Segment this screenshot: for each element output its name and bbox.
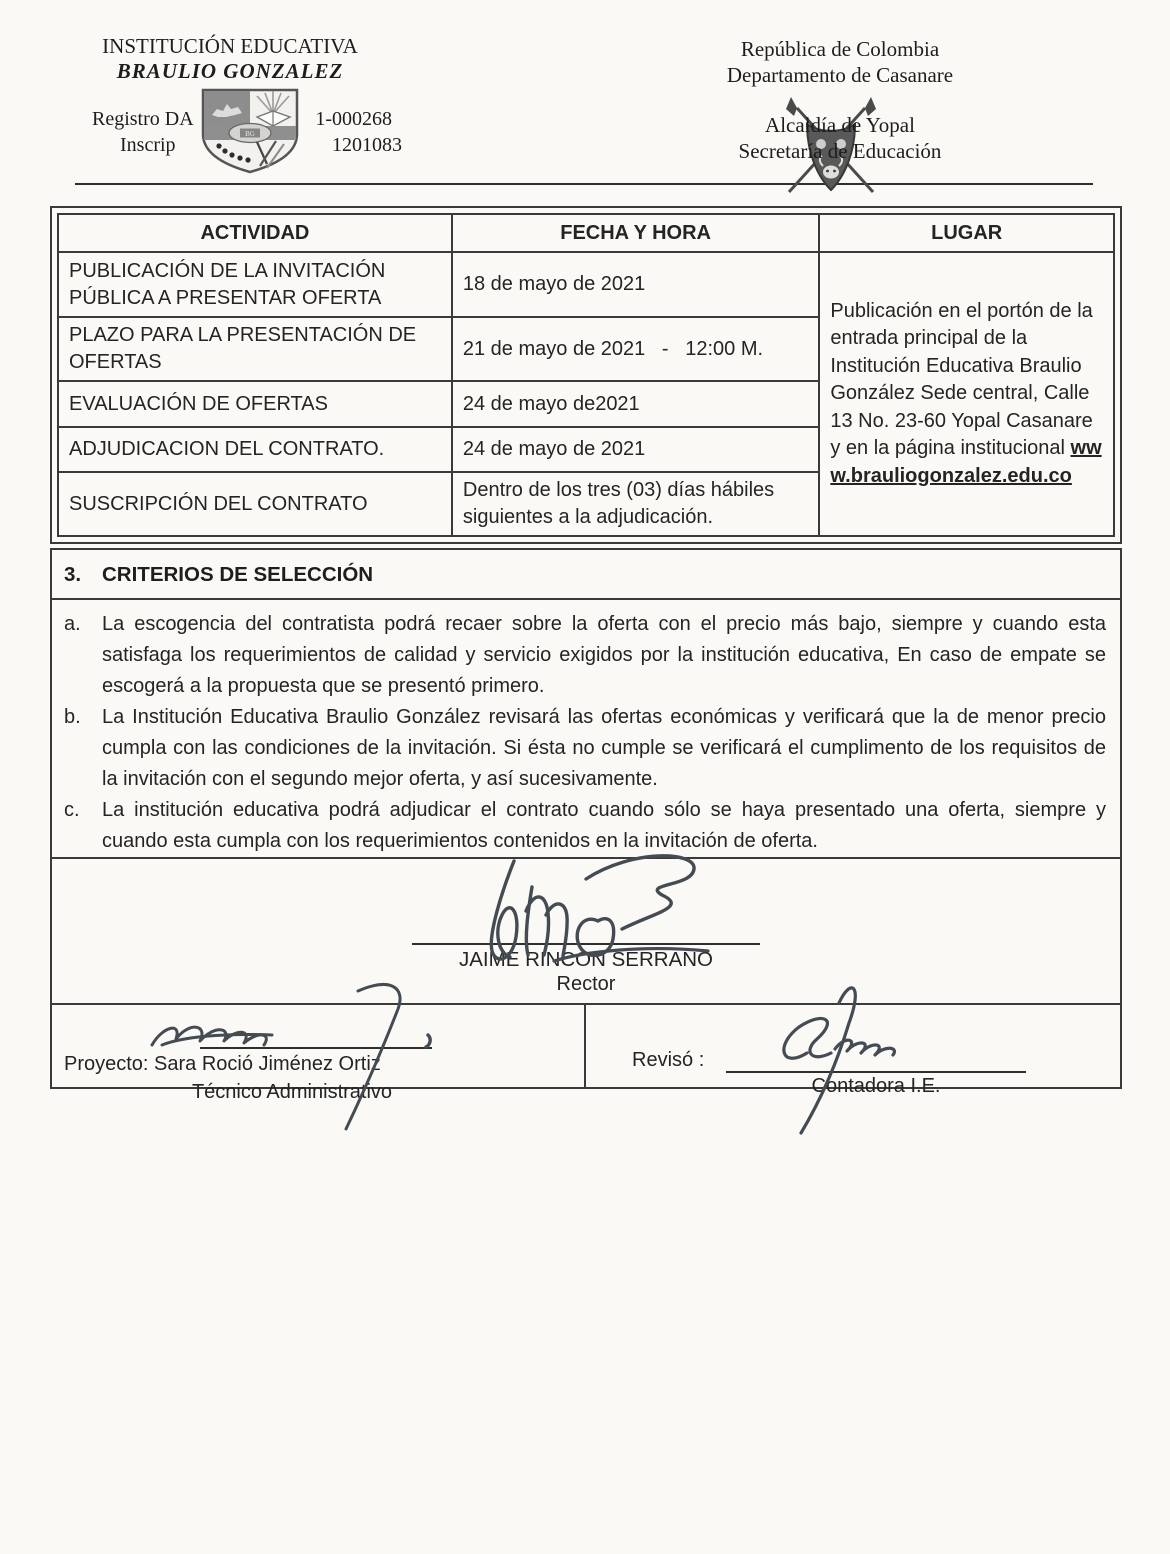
item-letter: c. bbox=[64, 799, 80, 821]
fecha-cell: 21 de mayo de 2021 - 12:00 M. bbox=[452, 317, 819, 381]
school-crest-icon bbox=[197, 84, 303, 176]
proyecto-label: Proyecto: Sara Roció Jiménez Ortiz bbox=[64, 1053, 381, 1075]
svg-text:BG: BG bbox=[245, 130, 255, 138]
actividad-cell: EVALUACIÓN DE OFERTAS bbox=[58, 381, 452, 427]
criterios-heading bbox=[52, 550, 1120, 600]
government-header bbox=[655, 36, 1025, 88]
table-row bbox=[58, 252, 1114, 317]
alcaldia-header bbox=[655, 112, 1025, 164]
col-header-actividad: ACTIVIDAD bbox=[58, 214, 452, 252]
lugar-text: Publicación en el portón de la entrada principal de la Institución Educativa Braulio González Sede central, Calle 13 No. 23-60 Yopal Casanare y en la página institucional bbox=[830, 299, 1093, 460]
list-item bbox=[64, 702, 1110, 795]
fecha-cell: 18 de mayo de 2021 bbox=[452, 252, 819, 317]
actividad-cell: PUBLICACIÓN DE LA INVITACIÓN PÚBLICA A PRESENTAR OFERTA bbox=[58, 252, 452, 317]
alcaldia-line: Alcaldía de Yopal bbox=[765, 113, 915, 137]
lugar-cell bbox=[819, 252, 1114, 536]
schedule-table bbox=[57, 213, 1115, 537]
table-header-row bbox=[58, 214, 1114, 252]
item-text: La institución educativa podrá adjudicar el contrato cuando sólo se haya presentado una oferta, siempre y cuando esta cumpla con los requerimientos contenidos en la invitación de oferta. bbox=[102, 799, 1106, 852]
criterios-title: CRITERIOS DE SELECCIÓN bbox=[102, 563, 374, 586]
institution-name-line2: BRAULIO GONZALEZ bbox=[116, 59, 344, 83]
fecha-cell: 24 de mayo de2021 bbox=[452, 381, 819, 427]
proyecto-title: Técnico Administrativo bbox=[191, 1081, 393, 1103]
list-item bbox=[64, 795, 1110, 857]
col-header-fecha: FECHA Y HORA bbox=[452, 214, 819, 252]
rector-name: JAIME RINCON SERRANO bbox=[459, 948, 713, 971]
institution-name-line1: INSTITUCIÓN EDUCATIVA bbox=[102, 34, 358, 58]
republica-line: República de Colombia bbox=[740, 37, 940, 61]
reviso-cell bbox=[586, 1005, 1120, 1097]
secretaria-line: Secretaría de Educación bbox=[738, 139, 942, 163]
proyecto-signature-line bbox=[200, 1047, 432, 1049]
fecha-cell: 24 de mayo de 2021 bbox=[452, 427, 819, 472]
institution-header bbox=[55, 34, 405, 84]
registro-right-text: 1-000268 bbox=[315, 108, 392, 130]
criterios-number: 3. bbox=[64, 563, 82, 586]
rector-signature-block bbox=[52, 857, 1120, 1003]
fecha-cell: Dentro de los tres (03) días hábiles siguientes a la adjudicación. bbox=[452, 472, 819, 536]
inscripcion-left-text: Inscrip bbox=[120, 134, 176, 156]
rector-signature-line bbox=[412, 943, 760, 945]
item-text: La Institución Educativa Braulio González revisará las ofertas económicas y verificará que la de menor precio cumpla con las condiciones de la invitación. Si ésta no cumple se verificará el cumplimento de los requisitos de la invitación con el segundo mejor oferta, y así sucesivamente. bbox=[102, 706, 1106, 790]
item-letter: b. bbox=[64, 706, 81, 728]
reviso-title: Contadora I.E. bbox=[811, 1075, 941, 1097]
proyecto-cell bbox=[52, 1005, 586, 1103]
reviso-signature-line bbox=[726, 1071, 1026, 1073]
actividad-cell: SUSCRIPCIÓN DEL CONTRATO bbox=[58, 472, 452, 536]
item-text: La escogencia del contratista podrá recaer sobre la oferta con el precio más bajo, siempre y cuando esta satisfaga los requerimientos de calidad y servicio exigidos por la institución educativa, En caso de empate se escogerá a la propuesta que se presentó primero. bbox=[102, 613, 1106, 697]
footer-signatures-row bbox=[52, 1003, 1120, 1103]
header-divider bbox=[75, 183, 1093, 185]
actividad-cell: PLAZO PARA LA PRESENTACIÓN DE OFERTAS bbox=[58, 317, 452, 381]
criterios-section-box bbox=[50, 548, 1122, 1103]
reviso-label: Revisó : bbox=[632, 1049, 705, 1071]
inscripcion-right-text: 1201083 bbox=[332, 134, 402, 156]
schedule-table-box bbox=[50, 206, 1122, 544]
actividad-cell: ADJUDICACION DEL CONTRATO. bbox=[58, 427, 452, 472]
item-letter: a. bbox=[64, 613, 81, 635]
criterios-list bbox=[52, 600, 1120, 857]
col-header-lugar: LUGAR bbox=[819, 214, 1114, 252]
institution-website-link[interactable]: www.brauliogonzalez.edu.co bbox=[830, 437, 1102, 487]
departamento-line: Departamento de Casanare bbox=[726, 63, 954, 87]
list-item bbox=[64, 609, 1110, 702]
registro-left-text: Registro DA bbox=[92, 108, 194, 130]
rector-title: Rector bbox=[556, 973, 616, 995]
